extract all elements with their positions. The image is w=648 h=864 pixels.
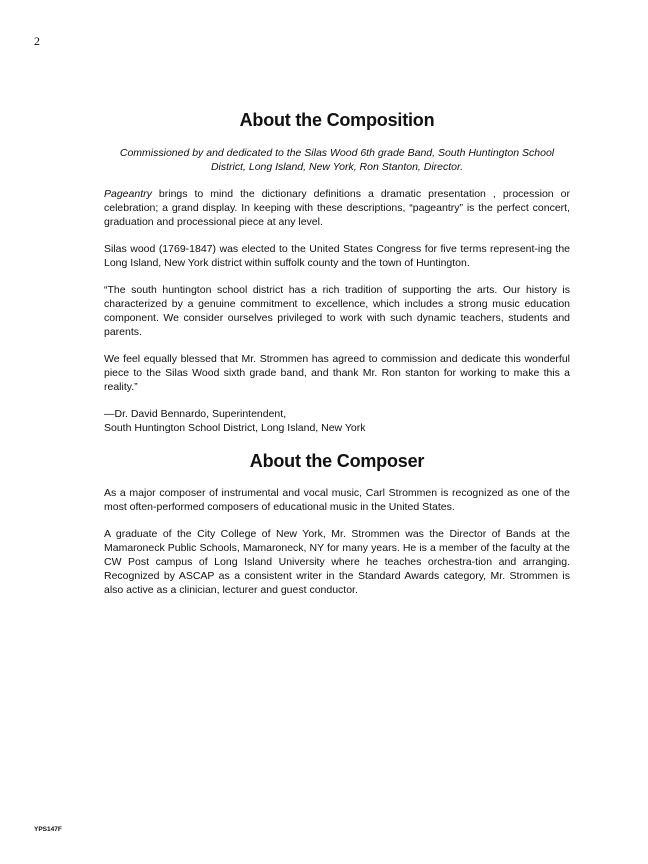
- composition-paragraph-2: Silas wood (1769-1847) was elected to the United States Congress for five terms represent-ing the Long Island, New York district within suffolk county and the town of Huntington.: [104, 243, 570, 269]
- catalog-code: YPS147F: [34, 826, 62, 833]
- composition-heading: About the Composition: [239, 110, 435, 130]
- signature-name: —Dr. David Bennardo, Superintendent,: [104, 408, 287, 420]
- piece-title: Pageantry: [104, 188, 152, 200]
- page-number: 2: [34, 34, 40, 48]
- composition-paragraph-4: We feel equally blessed that Mr. Strommen has agreed to commission and dedicate this wonderful piece to the Silas Wood sixth grade band, and thank Mr. Ron stanton for working to make this a reality.”: [104, 353, 570, 393]
- signature-block: [104, 407, 570, 435]
- page-content: [104, 110, 570, 610]
- composition-paragraph-1: [104, 187, 570, 229]
- composer-paragraph-1: As a major composer of instrumental and vocal music, Carl Strommen is recognized as one of the most often-performed composers of educational music in the United States.: [104, 487, 570, 513]
- composer-heading: About the Composer: [249, 451, 425, 471]
- composer-paragraph-2: A graduate of the City College of New York, Mr. Strommen was the Director of Bands at the Mamaroneck Public Schools, Mamaroneck, NY for many years. He is a member of the faculty at the CW Post campus of Long Island University where he teaches orchestra-tion and arranging. Recognized by ASCAP as a consistent writer in the Standard Awards category, Mr. Strommen is also active as a clinician, lecturer and guest conductor.: [104, 528, 570, 596]
- signature-affiliation: South Huntington School District, Long Island, New York: [104, 422, 366, 434]
- dedication-text: Commissioned by and dedicated to the Silas Wood 6th grade Band, South Huntington School District, Long Island, New York, Ron Stanton, Director.: [119, 147, 555, 173]
- composition-paragraph-3: “The south huntington school district has a rich tradition of supporting the arts. Our history is characterized by a genuine commitment to excellence, which includes a strong music education component. We consider ourselves privileged to work with such dynamic teachers, students and parents.: [104, 284, 570, 338]
- composition-paragraph-1-text: brings to mind the dictionary definitions a dramatic presentation , procession or celebration; a grand display. In keeping with these descriptions, “pageantry” is the perfect concert, graduation and processional piece at any level.: [104, 188, 570, 228]
